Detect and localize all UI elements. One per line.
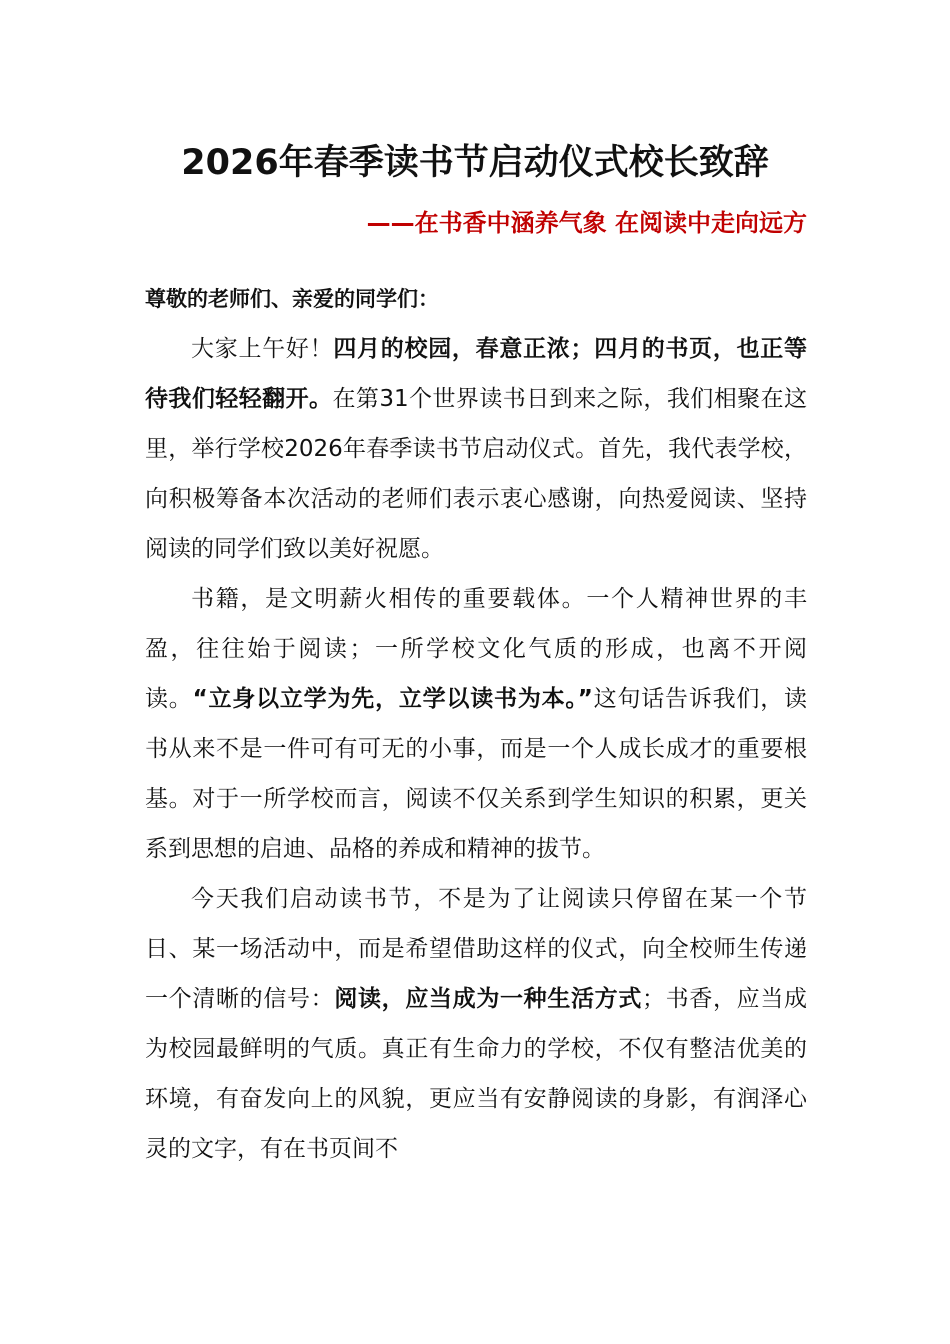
paragraph-3-segment-3: ；书香，应当成为校园最鲜明的气质。真正有生命力的学校，不仅有整洁优美的环境，有奋发向上的风貌，更应当有安静阅读的身影，有润泽心灵的文字，有在书页间不: [145, 986, 808, 1162]
paragraph-1-segment-2-bold: 四月的校园，春意正浓；四月的书页，也正等待我们轻轻翻开。: [145, 336, 808, 412]
paragraph-1: [145, 324, 807, 574]
paragraph-2: [145, 574, 807, 874]
paragraph-3-segment-2-bold: 阅读，应当成为一种生活方式: [334, 986, 643, 1012]
paragraph-3-segment-1: 今天我们启动读书节，不是为了让阅读只停留在某一个节日、某一场活动中，而是希望借助这样的仪式，向全校师生传递一个清晰的信号：: [145, 886, 807, 1012]
paragraph-1-segment-1: 大家上午好！: [191, 336, 334, 362]
document-subtitle: ——在书香中涵养气象 在阅读中走向远方: [366, 209, 807, 237]
paragraph-2-quote-bold: “立身以立学为先，立学以读书为本。”: [192, 686, 593, 712]
salutation: 尊敬的老师们、亲爱的同学们：: [145, 287, 439, 311]
document-body: [145, 274, 807, 1174]
document-title: 2026年春季读书节启动仪式校长致辞: [181, 143, 769, 183]
paragraph-1-segment-3: 在第31个世界读书日到来之际，我们相聚在这里，举行学校2026年春季读书节启动仪式。首先，我代表学校，向积极筹备本次活动的老师们表示衷心感谢，向热爱阅读、坚持阅读的同学们致以美好祝愿。: [145, 386, 807, 562]
paragraph-3: [145, 874, 807, 1174]
paragraph-2-segment-1: 书籍，是文明薪火相传的重要载体。一个人精神世界的丰盈，往往始于阅读；一所学校文化气质的形成，也离不开阅读。: [145, 586, 807, 712]
paragraph-2-segment-3: 这句话告诉我们，读书从来不是一件可有可无的小事，而是一个人成长成才的重要根基。对于一所学校而言，阅读不仅关系到学生知识的积累，更关系到思想的启迪、品格的养成和精神的拔节。: [145, 686, 808, 862]
